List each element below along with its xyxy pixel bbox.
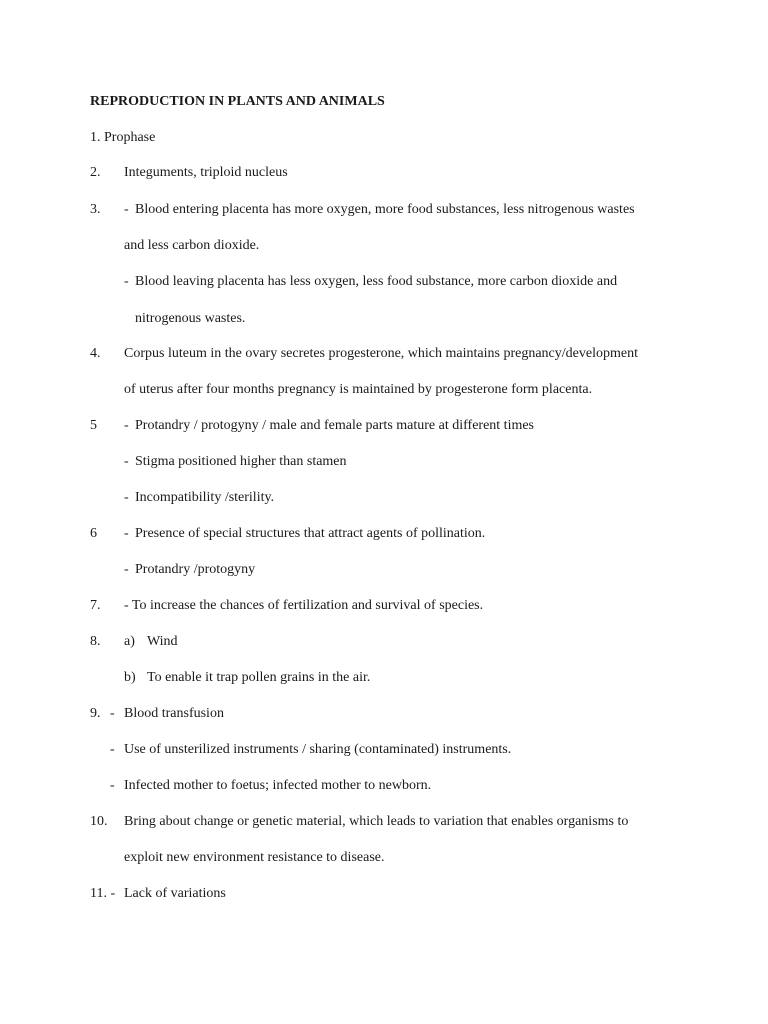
- answer-3-line-2: Blood leaving placenta has less oxygen, less food substance, more carbon dioxide and: [135, 274, 618, 289]
- answer-7-text: - To increase the chances of fertilization and survival of species.: [124, 598, 484, 613]
- answer-3-line-2-cont: nitrogenous wastes.: [135, 311, 246, 326]
- answer-11-text: Lack of variations: [124, 886, 226, 901]
- answer-5-dash-1: -: [124, 418, 129, 433]
- answer-9-dash-3: -: [110, 778, 115, 793]
- answer-9-dash-1: -: [110, 706, 115, 721]
- answer-6-dash-2: -: [124, 562, 129, 577]
- answer-4-number: 4.: [90, 346, 101, 361]
- answer-10-line-2: exploit new environment resistance to disease.: [124, 850, 385, 865]
- answer-9-line-1: Blood transfusion: [124, 706, 224, 721]
- answer-9-line-2: Use of unsterilized instruments / sharing (contaminated) instruments.: [124, 742, 512, 757]
- answer-2-text: Integuments, triploid nucleus: [124, 165, 288, 180]
- answer-5-line-3: Incompatibility /sterility.: [135, 490, 275, 505]
- answer-3-dash-1: -: [124, 202, 129, 217]
- answer-6-dash-1: -: [124, 526, 129, 541]
- answer-1: 1. Prophase: [90, 130, 156, 145]
- answer-7-number: 7.: [90, 598, 101, 613]
- answer-8b-text: To enable it trap pollen grains in the air.: [147, 670, 371, 685]
- answer-5-line-1: Protandry / protogyny / male and female parts mature at different times: [135, 418, 535, 433]
- answer-10-number: 10.: [90, 814, 108, 829]
- answer-5-dash-2: -: [124, 454, 129, 469]
- answer-5-number: 5: [90, 418, 97, 433]
- answer-4-line-2: of uterus after four months pregnancy is maintained by progesterone form placenta.: [124, 382, 593, 397]
- answer-9-line-3: Infected mother to foetus; infected mother to newborn.: [124, 778, 432, 793]
- answer-10-line-1: Bring about change or genetic material, which leads to variation that enables organisms to: [124, 814, 629, 829]
- answer-5-line-2: Stigma positioned higher than stamen: [135, 454, 347, 469]
- answer-8-number: 8.: [90, 634, 101, 649]
- answer-11-number: 11. -: [90, 886, 116, 901]
- answer-6-line-2: Protandry /protogyny: [135, 562, 256, 577]
- answer-3-number: 3.: [90, 202, 101, 217]
- answer-8b-label: b): [124, 670, 136, 685]
- answer-3-line-1-cont: and less carbon dioxide.: [124, 238, 260, 253]
- answer-8a-label: a): [124, 634, 135, 649]
- page-title: REPRODUCTION IN PLANTS AND ANIMALS: [90, 94, 385, 109]
- answer-6-number: 6: [90, 526, 97, 541]
- answer-9-dash-2: -: [110, 742, 115, 757]
- answer-3-line-1: Blood entering placenta has more oxygen, more food substances, less nitrogenous wastes: [135, 202, 635, 217]
- answer-3-dash-2: -: [124, 274, 129, 289]
- answer-6-line-1: Presence of special structures that attract agents of pollination.: [135, 526, 486, 541]
- answer-8a-text: Wind: [147, 634, 178, 649]
- answer-5-dash-3: -: [124, 490, 129, 505]
- answer-9-number: 9.: [90, 706, 101, 721]
- answer-4-line-1: Corpus luteum in the ovary secretes progesterone, which maintains pregnancy/development: [124, 346, 638, 361]
- answer-2-number: 2.: [90, 165, 101, 180]
